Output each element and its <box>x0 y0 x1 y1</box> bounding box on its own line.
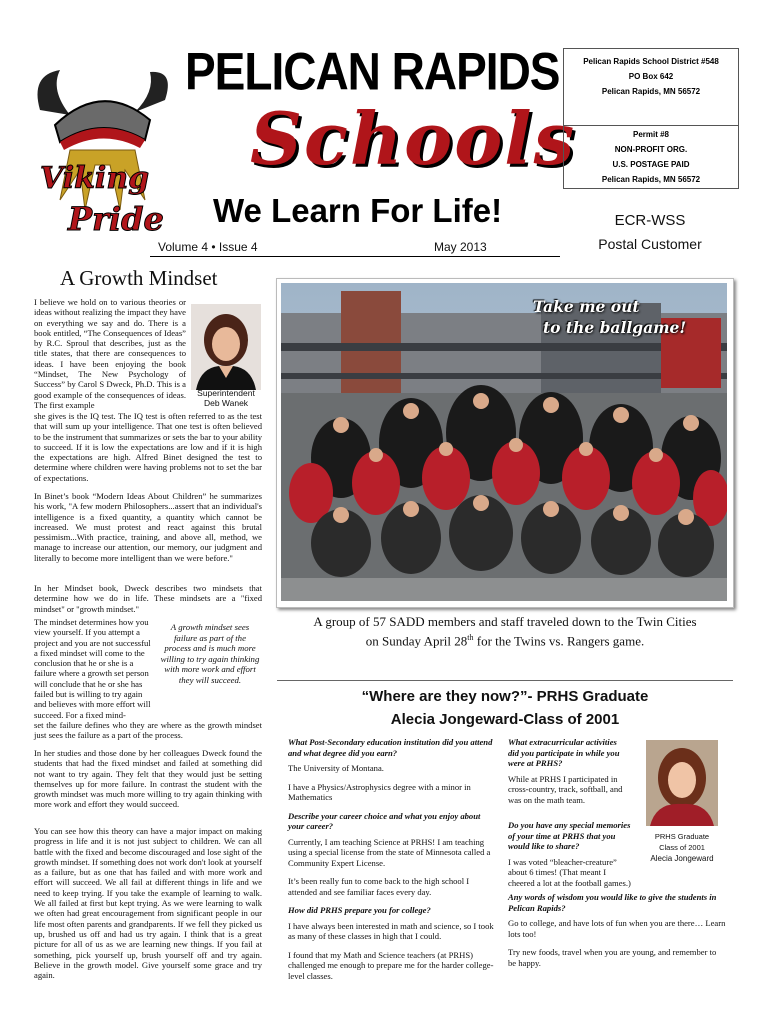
answer-1a: The University of Montana. <box>288 763 384 773</box>
tagline: We Learn For Life! <box>213 192 503 229</box>
question-6: Any words of wisdom you would like to give the students in Pelican Rapids? <box>508 892 717 913</box>
district-address-box <box>563 48 739 126</box>
article-paragraph-1b: she gives is the IQ test. The IQ test is often referred to as the test that will sum up your intelligence. That one test is often believed to be the instrument that summarizes or sets the bar to your ability to succeed. If it is low the expectations are low and if it is high the expectations are high. Alfred Binet designed the test to determine where children were having problems not to set the bar of expectations. <box>34 411 262 483</box>
district-city: Pelican Rapids, MN 56572 <box>601 87 701 96</box>
question-4: What extracurricular activities did you participate in while you were at PRHS? <box>508 737 620 768</box>
photo-overlay-line-2: to the ballgame! <box>543 318 687 337</box>
caption-date: on Sunday April 28 <box>365 633 468 649</box>
postage-paid: U.S. POSTAGE PAID <box>612 160 690 169</box>
interview-right-column-1 <box>508 737 624 813</box>
article-paragraph-3c: set the failure defines who they are where as the growth mindset just sees the failure as a part of the process. <box>34 720 262 741</box>
caption-sup: th <box>467 633 474 642</box>
question-1: What Post-Secondary education institution did you attend and what degree did you earn? <box>288 737 493 758</box>
interview-left-column <box>288 737 498 989</box>
answer-5: I was voted “bleacher-creature” about 6 times! (That meant I cheered a lot at the football games.) <box>508 856 631 888</box>
answer-1b: I have a Physics/Astrophysics degree with a minor in Mathematics <box>288 781 471 802</box>
headshot-caption-name: Deb Wanek <box>203 398 249 408</box>
interview-title-2: Alecia Jongeward-Class of 2001 <box>390 711 620 728</box>
graduate-caption-3: Alecia Jongeward <box>650 854 714 863</box>
title-pelican-rapids: PELICAN RAPIDS <box>185 41 560 101</box>
postal-customer: Postal Customer <box>598 236 702 252</box>
title-schools-script: Schools <box>250 96 577 181</box>
answer-3a: I have always been interested in math and science, so I took as many of these classes in high that I could. <box>288 920 494 941</box>
issue-date: May 2013 <box>434 240 487 254</box>
answer-2b: It’s been really fun to come back to the high school I attended and see familiar faces every day. <box>288 876 470 897</box>
interview-rule <box>277 680 733 681</box>
logo-text-pride: Pride <box>68 200 164 238</box>
answer-3b: I found that my Math and Science teachers (at PRHS) challenged me enough to prepare me for the harder college-level classes. <box>288 949 494 981</box>
question-3: How did PRHS prepare you for college? <box>288 905 431 915</box>
graduate-caption-2: Class of 2001 <box>659 843 705 852</box>
volume-issue: Volume 4 • Issue 4 <box>158 240 258 254</box>
postage-permit-box <box>563 124 739 189</box>
photo-caption-line-2 <box>282 630 728 649</box>
question-2: Describe your career choice and what you enjoy about your career? <box>288 810 481 831</box>
article-paragraph-1a: I believe we hold on to various theories or ideas without realizing the impact they have on everything we say and do. There is a book entitled, “The Consequences of Ideas” by R.C. Sproul that describes, just as the title states, that there are consequences to ideas. I have been enjoying the book “Mindset, The New Psychology of Success” by Carol S Dweck, Ph.D. This is a good example of the consequences of ideas. The first example <box>34 297 186 410</box>
graduate-photo <box>646 740 718 826</box>
headshot-caption-title: Superintendent <box>197 388 255 398</box>
superintendent-photo <box>191 304 261 390</box>
answer-6a: Go to college, and have lots of fun when you are there… Learn lots too! <box>508 918 726 939</box>
article-paragraph-4: In her studies and those done by her colleagues Dweck found the students that had the fixed mindset and failed at something did not want to try again. They felt that they would just be setting themselves up for more failure. In contrast the student with the growth mindset was much more willing to try again thinking with more work and effort they would succeed. <box>34 748 262 810</box>
article-paragraph-2: In Binet’s book “Modern Ideas About Children” he summarizes his work, "A few modern Philosophers...assert that an individual's intelligence is a fixed quantity, a quantity which cannot be increased. We must protest and react against this brutal pessimism...With practice, training, and above all, method, we manage to increase our attention, our memory, our judgment and literally to become more intelligent than we were before." <box>34 491 262 563</box>
permit-number: Permit #8 <box>632 130 670 139</box>
photo-caption <box>282 614 728 649</box>
answer-2a: Currently, I am teaching Science at PRHS! I am teaching using a special license from the state of Minnesota called a Community Expert License. <box>288 836 491 868</box>
answer-6b: Try new foods, travel when you are young, and remember to be happy. <box>508 947 717 968</box>
viking-pride-logo <box>30 70 175 245</box>
po-box: PO Box 642 <box>628 72 674 81</box>
logo-text-viking: Viking <box>40 161 150 196</box>
masthead-rule <box>150 256 560 257</box>
article-paragraph-5: You can see how this theory can have a major impact on making progress in life and it is not just subject to children. We can all battle with the fixed and become discouraged and lose sight of the growth mindset. If something does not work don't look at yourself as a failure, but as one that has failed and with more work and effort will succeed. We all fail at different things in life and we need to keep trying. If you take the example of learning to walk. We all failed at first but kept trying. As we were learning to walk we often had great encouragement from significant people in our life most often parents and grandparents. If we fell they picked us up, brushed us off and had us try again. I think that is a great picture for all of us as we are learning new things. If you fail at something, pick yourself up, brush yourself off and try again. Believe in the growth model. Give yourself some grace and try again. <box>34 826 262 981</box>
interview-right-column-2 <box>508 820 632 896</box>
interview-right-column-3 <box>508 892 726 976</box>
interview-title-1: “Where are they now?”- PRHS Graduate <box>361 688 649 705</box>
question-5: Do you have any special memories of your time at PRHS that you would like to share? <box>508 820 631 851</box>
ecr-wss: ECR-WSS <box>614 212 686 229</box>
graduate-caption-1: PRHS Graduate <box>654 832 710 841</box>
district-name: Pelican Rapids School District #548 <box>583 57 719 66</box>
article-title: A Growth Mindset <box>60 266 218 290</box>
photo-overlay-line-1: Take me out <box>533 297 640 316</box>
caption-event: for the Twins vs. Rangers game. <box>473 633 645 649</box>
answer-4: While at PRHS I participated in cross-country, track, softball, and was on the math team. <box>508 773 623 805</box>
permit-city: Pelican Rapids, MN 56572 <box>601 175 701 184</box>
article-paragraph-3a: In her Mindset book, Dweck describes two mindsets that determine how we do in life. These mindsets are a "fixed mindset" or "growth mindset." <box>34 583 262 614</box>
pull-quote: A growth mindset sees failure as part of the process and is much more willing to try again thinking with more work and effort they will succeed. <box>160 622 260 685</box>
photo-caption-line-1: A group of 57 SADD members and staff traveled down to the Twin Cities <box>313 614 697 629</box>
article-paragraph-3b: The mindset determines how you view yourself. If you attempt a project and you are not successful a fixed mindset will come to the conclusion that he or she is a failure where a growth set person will conclude that he or she has failed but is willing to try again and believes with more effort will succeed. For a fixed mind- <box>34 617 151 720</box>
nonprofit-label: NON-PROFIT ORG. <box>614 145 688 154</box>
